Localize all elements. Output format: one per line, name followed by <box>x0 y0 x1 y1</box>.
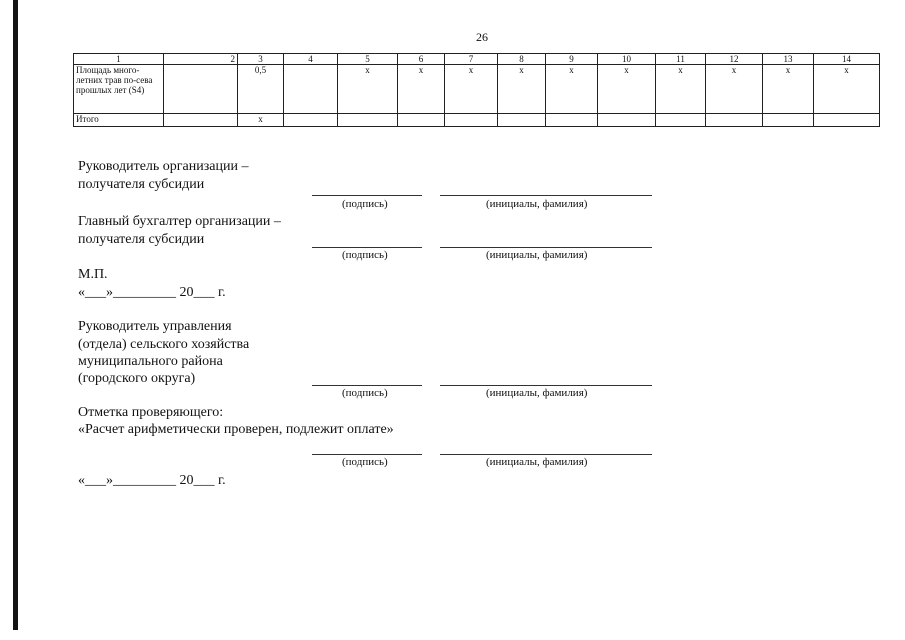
table-header-row <box>74 54 880 65</box>
table-cell <box>763 114 814 127</box>
checker-note: «Расчет арифметически проверен, подлежит оплате» <box>78 422 394 437</box>
table-cell: x <box>498 65 546 114</box>
table-cell: x <box>763 65 814 114</box>
table-cell: x <box>338 65 398 114</box>
signature-caption: (подпись) <box>342 387 388 399</box>
initials-caption: (инициалы, фамилия) <box>486 198 588 210</box>
signature-caption: (подпись) <box>342 198 388 210</box>
initials-line <box>440 247 652 248</box>
page-number: 26 <box>476 30 488 44</box>
table-cell <box>656 114 706 127</box>
table-cell <box>445 114 498 127</box>
date-field: «___»_________ 20___ г. <box>78 285 226 300</box>
accountant-title-line2: получателя субсидии <box>78 232 205 247</box>
table-cell <box>284 114 338 127</box>
table-cell <box>498 114 546 127</box>
table-cell <box>398 114 445 127</box>
initials-line <box>440 195 652 196</box>
table-cell <box>598 114 656 127</box>
date-field: «___»_________ 20___ г. <box>78 473 226 488</box>
column-header: 1 <box>74 54 164 65</box>
signature-line <box>312 247 422 248</box>
table-cell <box>546 114 598 127</box>
table-cell: x <box>656 65 706 114</box>
signature-caption: (подпись) <box>342 456 388 468</box>
table-cell: x <box>814 65 880 114</box>
table-cell: x <box>706 65 763 114</box>
signature-caption: (подпись) <box>342 249 388 261</box>
table-cell <box>284 65 338 114</box>
table-cell <box>814 114 880 127</box>
binding-edge <box>13 0 18 630</box>
data-table <box>73 53 880 127</box>
initials-line <box>440 385 652 386</box>
table-cell: x <box>598 65 656 114</box>
table-cell: x <box>546 65 598 114</box>
column-header: 11 <box>656 54 706 65</box>
table-cell: Итого <box>74 114 164 127</box>
table-cell <box>164 114 238 127</box>
column-header: 10 <box>598 54 656 65</box>
head-title-line1: Руководитель организации – <box>78 159 249 174</box>
signature-line <box>312 385 422 386</box>
signature-line <box>312 195 422 196</box>
checker-title: Отметка проверяющего: <box>78 405 224 420</box>
initials-line <box>440 454 652 455</box>
column-header: 9 <box>546 54 598 65</box>
table-cell <box>338 114 398 127</box>
table-row <box>74 114 880 127</box>
table-cell <box>706 114 763 127</box>
dept-title-line4: (городского округа) <box>78 371 196 386</box>
table-cell: Площадь много-летних трав по-сева прошлых лет (S4) <box>74 65 164 114</box>
initials-caption: (инициалы, фамилия) <box>486 387 588 399</box>
initials-caption: (инициалы, фамилия) <box>486 249 588 261</box>
column-header: 6 <box>398 54 445 65</box>
accountant-title-line1: Главный бухгалтер организации – <box>78 214 281 229</box>
table-cell: x <box>445 65 498 114</box>
column-header: 2 <box>164 54 238 65</box>
dept-title-line2: (отдела) сельского хозяйства <box>78 337 250 352</box>
table-cell: 0,5 <box>238 65 284 114</box>
table-cell: x <box>238 114 284 127</box>
column-header: 12 <box>706 54 763 65</box>
column-header: 14 <box>814 54 880 65</box>
column-header: 8 <box>498 54 546 65</box>
signature-line <box>312 454 422 455</box>
column-header: 5 <box>338 54 398 65</box>
head-title-line2: получателя субсидии <box>78 177 205 192</box>
seal-mark: М.П. <box>78 267 108 282</box>
dept-title-line1: Руководитель управления <box>78 319 232 334</box>
column-header: 13 <box>763 54 814 65</box>
table-cell <box>164 65 238 114</box>
initials-caption: (инициалы, фамилия) <box>486 456 588 468</box>
dept-title-line3: муниципального района <box>78 354 223 369</box>
column-header: 4 <box>284 54 338 65</box>
column-header: 7 <box>445 54 498 65</box>
table-cell: x <box>398 65 445 114</box>
column-header: 3 <box>238 54 284 65</box>
table-row <box>74 65 880 114</box>
